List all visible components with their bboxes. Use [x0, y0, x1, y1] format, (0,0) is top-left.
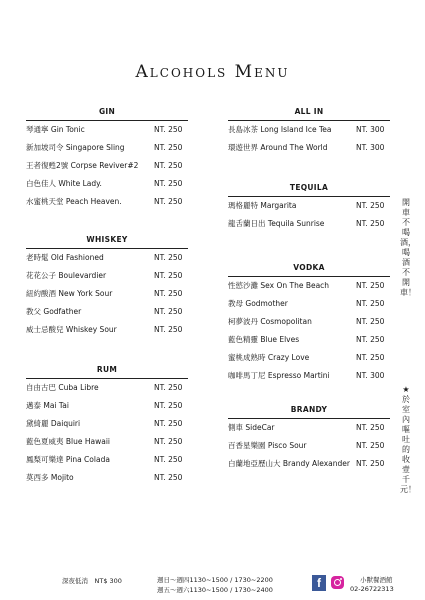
item-price: NT. 250 — [356, 201, 385, 210]
footer-shop-name: 小獸餐酒館 — [360, 576, 393, 584]
menu-item — [228, 277, 390, 295]
menu-item — [26, 433, 188, 451]
item-name: 新加坡司令 Singapore Sling — [26, 143, 125, 152]
item-name: 水蜜桃天堂 Peach Heaven. — [26, 197, 122, 206]
footer-hours-weekday: 週日～週四1130~1500 / 1730~2200 — [157, 576, 273, 584]
menu-item — [228, 313, 390, 331]
item-price: NT. 300 — [356, 371, 385, 380]
item-price: NT. 250 — [154, 253, 183, 262]
item-name: 環遊世界 Around The World — [228, 143, 328, 152]
side-note-drink-drive: 開車不喝酒，喝酒不開車！ — [400, 198, 416, 297]
section-header: BRANDY — [290, 405, 328, 414]
menu-item — [26, 303, 188, 321]
item-price: NT. 250 — [154, 437, 183, 446]
menu-item — [26, 451, 188, 469]
item-price: NT. 250 — [154, 161, 183, 170]
section-all-in — [228, 106, 390, 157]
item-price: NT. 250 — [154, 289, 183, 298]
section-header: GIN — [98, 107, 116, 116]
item-price: NT. 250 — [356, 219, 385, 228]
instagram-icon[interactable] — [331, 576, 344, 589]
item-name: 琴通寧 Gin Tonic — [26, 125, 85, 134]
section-header: VODKA — [293, 263, 325, 272]
item-name: 咖啡馬丁尼 Espresso Martini — [228, 371, 330, 380]
item-name: 瑪格麗特 Margarita — [228, 201, 297, 210]
section-rum — [26, 364, 188, 487]
item-price: NT. 250 — [356, 441, 385, 450]
facebook-icon[interactable]: f — [312, 575, 326, 591]
side-note-vomit-fee: ★於室內嘔吐的收壹千元！ — [400, 385, 416, 494]
item-price: NT. 250 — [154, 125, 183, 134]
menu-item — [26, 469, 188, 487]
menu-item — [228, 437, 390, 455]
section-header: ALL IN — [294, 107, 324, 116]
menu-item — [228, 121, 390, 139]
item-name: 藍色精靈 Blue Elves — [228, 335, 300, 344]
menu-item — [228, 139, 390, 157]
footer-phone: 02-26722313 — [350, 585, 394, 593]
item-name: 邁泰 Mai Tai — [26, 401, 69, 410]
item-name: 鳳梨可樂達 Pina Colada — [26, 455, 110, 464]
item-price: NT. 250 — [356, 335, 385, 344]
item-name: 柯夢波丹 Cosmopolitan — [228, 317, 312, 326]
item-name: 側車 SideCar — [228, 423, 275, 432]
section-header: TEQUILA — [289, 183, 329, 192]
menu-item — [228, 455, 390, 473]
menu-item — [26, 397, 188, 415]
item-price: NT. 250 — [154, 419, 183, 428]
item-name: 龍舌蘭日出 Tequila Sunrise — [228, 219, 325, 228]
footer-min-charge: 深夜低消 NT$ 300 — [62, 577, 122, 585]
menu-item — [26, 415, 188, 433]
item-price: NT. 250 — [154, 455, 183, 464]
footer-hours-weekend: 週五～週六1130~1500 / 1730~2400 — [157, 586, 273, 594]
menu-item — [228, 295, 390, 313]
menu-item — [228, 197, 390, 215]
item-name: 黛綺麗 Daiquiri — [26, 419, 81, 428]
section-brandy — [228, 404, 390, 473]
menu-title: Alcohols Menu — [135, 62, 290, 82]
item-price: NT. 300 — [356, 125, 385, 134]
item-price: NT. 250 — [154, 307, 183, 316]
item-price: NT. 250 — [356, 423, 385, 432]
item-name: 白蘭地亞歷山大 Brandy Alexander — [228, 459, 350, 468]
item-name: 自由古巴 Cuba Libre — [26, 383, 99, 392]
menu-item — [26, 321, 188, 339]
menu-item — [228, 331, 390, 349]
item-price: NT. 250 — [356, 281, 385, 290]
item-name: 百香星樂園 Pisco Sour — [228, 441, 307, 450]
item-name: 長島冰茶 Long Island Ice Tea — [228, 125, 332, 134]
item-name: 蜜桃成熟時 Crazy Love — [228, 353, 310, 362]
menu-item — [26, 139, 188, 157]
item-price: NT. 250 — [154, 271, 183, 280]
item-name: 王者復甦2號 Corpse Reviver#2 — [26, 161, 139, 170]
item-price: NT. 250 — [356, 317, 385, 326]
menu-item — [228, 215, 390, 233]
item-price: NT. 250 — [154, 143, 183, 152]
item-name: 藍色夏威夷 Blue Hawaii — [26, 437, 110, 446]
section-vodka — [228, 262, 390, 385]
item-price: NT. 250 — [356, 353, 385, 362]
menu-item — [26, 379, 188, 397]
item-price: NT. 250 — [154, 383, 183, 392]
menu-item — [26, 285, 188, 303]
item-name: 教母 Godmother — [228, 299, 288, 308]
section-gin — [26, 106, 188, 211]
section-tequila — [228, 182, 390, 233]
item-price: NT. 250 — [154, 197, 183, 206]
item-price: NT. 250 — [154, 179, 183, 188]
item-name: 白色佳人 White Lady. — [26, 179, 102, 188]
menu-item — [26, 193, 188, 211]
menu-item — [26, 157, 188, 175]
item-name: 花花公子 Boulevardier — [26, 271, 107, 280]
item-name: 莫西多 Mojito — [26, 473, 74, 482]
item-price: NT. 250 — [154, 473, 183, 482]
menu-item — [26, 121, 188, 139]
menu-item — [228, 367, 390, 385]
menu-item — [26, 267, 188, 285]
item-name: 老時髦 Old Fashioned — [26, 253, 104, 262]
item-name: 性慾沙灘 Sex On The Beach — [228, 281, 330, 290]
menu-item — [26, 249, 188, 267]
section-whiskey — [26, 234, 188, 339]
section-header: RUM — [96, 365, 118, 374]
menu-item — [26, 175, 188, 193]
item-price: NT. 300 — [356, 143, 385, 152]
item-name: 紐約酸酒 New York Sour — [26, 289, 113, 298]
section-header: WHISKEY — [86, 235, 128, 244]
item-price: NT. 250 — [356, 299, 385, 308]
item-price: NT. 250 — [154, 401, 183, 410]
item-name: 威士忌酸兒 Whiskey Sour — [26, 325, 117, 334]
item-name: 教父 Godfather — [26, 307, 82, 316]
item-price: NT. 250 — [154, 325, 183, 334]
menu-item — [228, 419, 390, 437]
item-price: NT. 250 — [356, 459, 385, 468]
menu-item — [228, 349, 390, 367]
